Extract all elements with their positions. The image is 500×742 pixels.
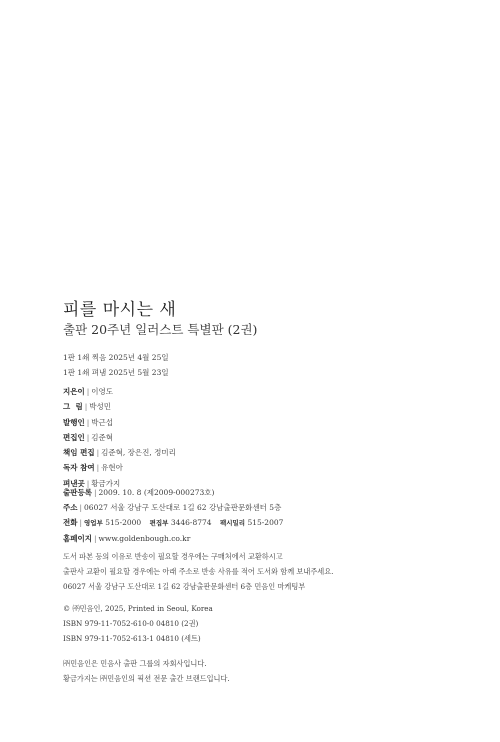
isbn-volume: ISBN 979-11-7052-610-0 04810 (2권) xyxy=(63,619,199,628)
credit-illustrator: 그 림 | 박성민 xyxy=(63,402,111,412)
first-publication: 1판 1쇄 펴냄 2025년 5월 23일 xyxy=(63,368,169,377)
credit-label: 책임 편집 xyxy=(63,448,95,458)
credit-value: 김준혁 xyxy=(91,432,114,442)
credit-publisher-person: 발행인 | 박근섭 xyxy=(63,417,114,427)
credit-value: 김준혁, 장은진, 정미리 xyxy=(101,448,176,458)
registration-line: 출판등록 | 2009. 10. 8 (제2009-000273호) xyxy=(63,488,215,497)
credit-label: 편집인 xyxy=(63,432,85,442)
first-printing: 1판 1쇄 찍음 2025년 4월 25일 xyxy=(63,353,169,362)
phone-line: 전화 | 영업부 515-2000 편집부 3446-8774 팩시밀리 515-2007 xyxy=(63,518,284,527)
notice-line: 출판사 교환이 필요할 경우에는 아래 주소로 반송 사유를 적어 도서와 함께 보내주세요. xyxy=(63,567,334,576)
homepage-label: 홈페이지 xyxy=(63,534,92,543)
editorial-phone: 3446-8774 xyxy=(170,518,212,527)
credit-author: 지은이 | 이영도 xyxy=(63,387,114,396)
credit-label: 발행인 xyxy=(63,417,85,427)
editorial-label: 편집부 xyxy=(149,519,169,527)
credit-label: 펴낸곳 xyxy=(63,478,85,488)
book-subtitle: 출판 20주년 일러스트 특별판 (2권) xyxy=(63,322,258,337)
notice-line: 도서 파본 등의 이유로 반송이 필요할 경우에는 구매처에서 교환하시고 xyxy=(63,552,283,561)
brand-note xyxy=(63,656,230,686)
address-label: 주소 xyxy=(63,503,78,512)
registration-label: 출판등록 xyxy=(63,488,92,497)
registration-value: 2009. 10. 8 (제2009-000273호) xyxy=(98,488,215,497)
credit-editor-in-chief: 편집인 | 김준혁 xyxy=(63,432,114,442)
phone-label: 전화 xyxy=(63,518,78,527)
book-title: 피를 마시는 새 xyxy=(63,300,177,320)
notice-line: 06027 서울 강남구 도산대로 1길 62 강남출판문화센터 6층 민음인 마케팅부 xyxy=(63,582,306,591)
credits-list xyxy=(63,384,176,491)
fax-number: 515-2007 xyxy=(247,518,284,527)
credit-editors: 책임 편집 | 김준혁, 장은진, 정미리 xyxy=(63,448,176,458)
return-notice xyxy=(63,549,333,594)
credit-label: 지은이 xyxy=(63,387,85,396)
isbn-block xyxy=(63,601,213,646)
publisher-info xyxy=(63,485,283,546)
copyright-line: © ㈜민음인, 2025, Printed in Seoul, Korea xyxy=(63,604,213,613)
sales-label: 영업부 xyxy=(84,519,103,527)
credit-value: 황금가지 xyxy=(91,478,121,488)
credit-reader-participation: 독자 참여 | 유현아 xyxy=(63,463,123,473)
brand-line: ㈜민음인은 민음사 출판 그룹의 자회사입니다. xyxy=(63,659,207,668)
brand-line: 황금가지는 ㈜민음인의 픽션 전문 출간 브랜드입니다. xyxy=(63,674,230,683)
address-line: 주소 | 06027 서울 강남구 도산대로 1길 62 강남출판문화센터 5층 xyxy=(63,503,282,512)
isbn-set: ISBN 979-11-7052-613-1 04810 (세트) xyxy=(63,634,201,643)
credit-value: 박성민 xyxy=(89,402,111,412)
credit-value: 이영도 xyxy=(91,387,114,396)
address-value: 06027 서울 강남구 도산대로 1길 62 강남출판문화센터 5층 xyxy=(84,503,282,512)
credit-imprint: 펴낸곳 | 황금가지 xyxy=(63,478,121,488)
credit-label: 그 림 xyxy=(63,402,83,412)
credit-label: 독자 참여 xyxy=(63,463,95,473)
homepage-link[interactable]: www.goldenbough.co.kr xyxy=(98,534,191,543)
sales-phone: 515-2000 xyxy=(105,518,142,527)
edition-info xyxy=(63,350,169,380)
credit-value: 유현아 xyxy=(101,463,123,473)
credit-value: 박근섭 xyxy=(91,417,114,427)
homepage-line: 홈페이지 | www.goldenbough.co.kr xyxy=(63,534,191,543)
fax-label: 팩시밀리 xyxy=(219,519,246,527)
